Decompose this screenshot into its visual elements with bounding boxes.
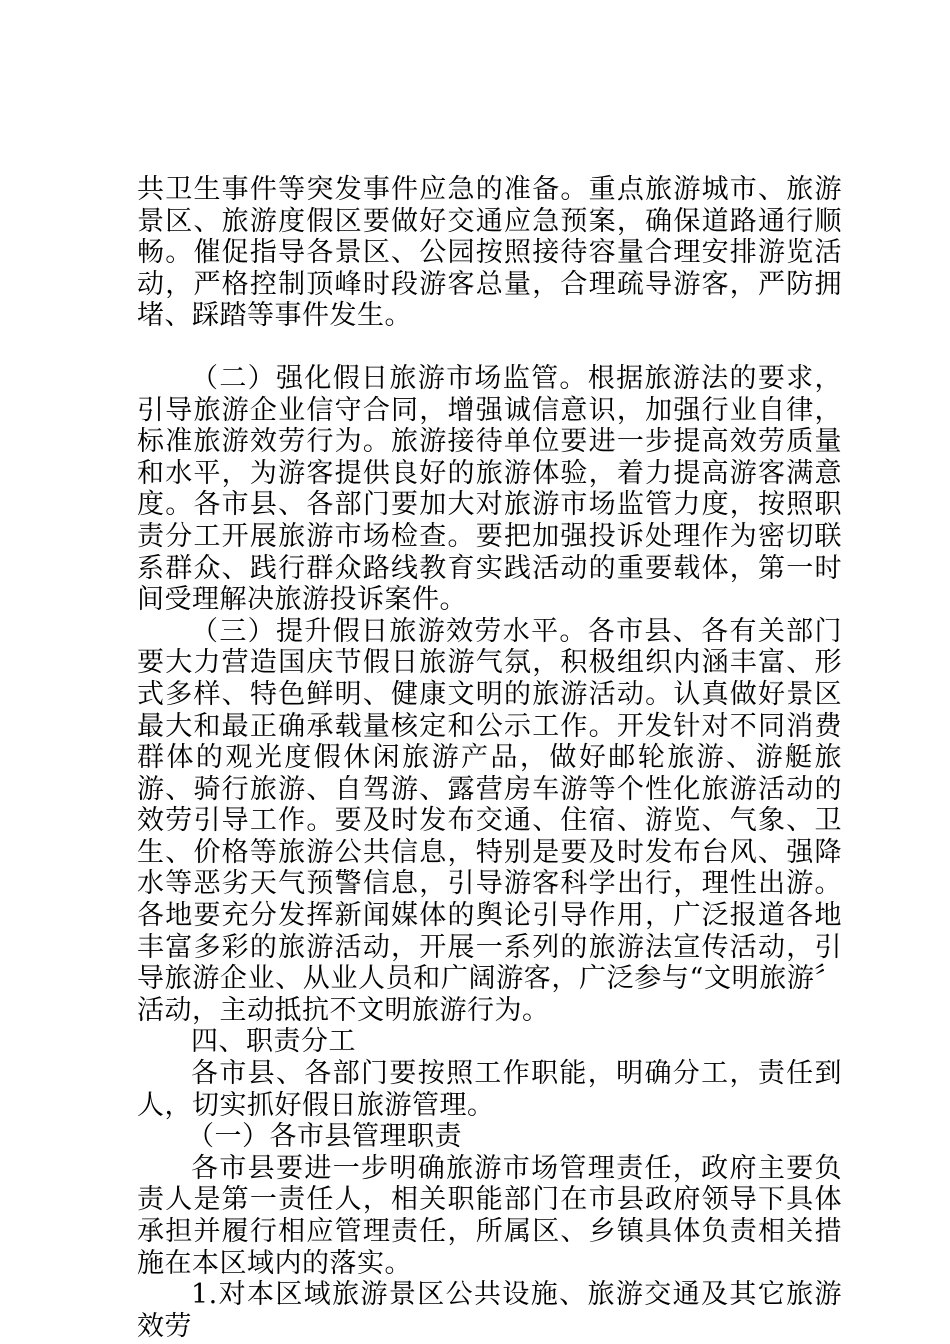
document-page [137, 174, 842, 1342]
section-heading-duties: 四、职责分工 [191, 1026, 356, 1058]
subsection-heading-county-duties: （一）各市县管理职责 [187, 1121, 462, 1153]
paragraph-service-level: （三）提升假日旅游效劳水平。各市县、各有关部门要大力营造国庆节假日旅游气氛，积极组织内涵丰富、形式多样、特色鲜明、健康文明的旅游活动。认真做好景区最大和最正确承载量核定和公示工作。开发针对不同消费群体的观光度假休闲旅游产品，做好邮轮旅游、游艇旅游、骑行旅游、自驾游、露营房车游等个性化旅游活动的效劳引导工作。要及时发布交通、住宿、游览、气象、卫生、价格等旅游公共信息，特别是要及时发布台风、强降水等恶劣天气预警信息，引导游客科学出行，理性出游。各地要充分发挥新闻媒体的舆论引导作用，广泛报道各地丰富多彩的旅游活动，开展一系列的旅游法宣传活动，引导旅游企业、从业人员和广阔游客，广泛参与“文明旅游〞活动，主动抵抗不文明旅游行为。 [137, 615, 842, 1026]
list-item-1: 1.对本区域旅游景区公共设施、旅游交通及其它旅游效劳 [137, 1279, 842, 1342]
paragraph-duties-intro: 各市县、各部门要按照工作职能，明确分工，责任到人，切实抓好假日旅游管理。 [137, 1058, 842, 1121]
paragraph-county-duties: 各市县要进一步明确旅游市场管理责任，政府主要负责人是第一责任人，相关职能部门在市县政府领导下具体承担并履行相应管理责任，所属区、乡镇具体负责相关措施在本区域内的落实。 [137, 1152, 842, 1279]
paragraph-market-supervision: （二）强化假日旅游市场监管。根据旅游法的要求，引导旅游企业信守合同，增强诚信意识，加强行业自律，标准旅游效劳行为。旅游接待单位要进一步提高效劳质量和水平，为游客提供良好的旅游体验，着力提高游客满意度。各市县、各部门要加大对旅游市场监管力度，按照职责分工开展旅游市场检查。要把加强投诉处理作为密切联系群众、践行群众路线教育实践活动的重要载体，第一时间受理解决旅游投诉案件。 [137, 362, 842, 616]
paragraph-emergency-prep: 共卫生事件等突发事件应急的准备。重点旅游城市、旅游景区、旅游度假区要做好交通应急预案，确保道路通行顺畅。催促指导各景区、公园按照接待容量合理安排游览活动，严格控制顶峰时段游客总量，合理疏导游客，严防拥堵、踩踏等事件发生。 [137, 174, 842, 332]
